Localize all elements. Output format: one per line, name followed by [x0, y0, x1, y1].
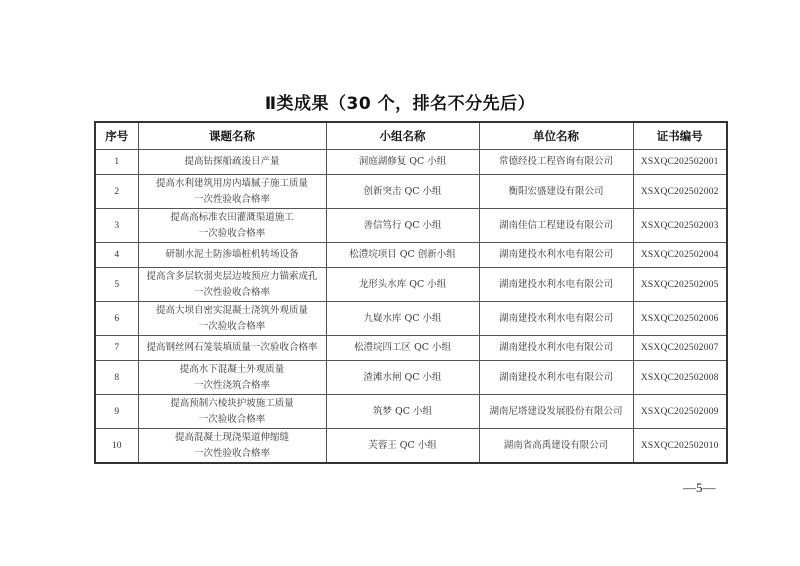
- header-cert: 证书编号: [633, 122, 727, 150]
- table-header-row: [95, 122, 727, 150]
- cell-no: 7: [95, 336, 138, 361]
- header-no: 序号: [95, 122, 138, 150]
- cell-cert: XSXQC202502001: [633, 150, 727, 175]
- cell-cert: XSXQC202502005: [633, 268, 727, 302]
- cell-no: 6: [95, 302, 138, 336]
- cell-unit: 湖南省高禹建设有限公司: [479, 429, 633, 464]
- header-topic: 课题名称: [138, 122, 326, 150]
- topic-line: 提高钢丝网石笼装填质量一次验收合格率: [146, 342, 318, 353]
- table-row: [95, 175, 727, 209]
- topic-line: 提高水利建筑用房内墙腻子施工质量: [155, 177, 308, 189]
- cell-unit: 湖南佳信工程建设有限公司: [479, 209, 633, 243]
- cell-topic: [138, 395, 326, 429]
- page-title: Ⅱ类成果（30 个，排名不分先后）: [264, 94, 536, 114]
- cell-unit: 湖南建投水利水电有限公司: [479, 302, 633, 336]
- awards-table: [94, 121, 728, 464]
- cell-topic: [138, 150, 326, 175]
- cell-unit: 湖南建投水利水电有限公司: [479, 268, 633, 302]
- cell-unit: 湖南尼塔建设发展股份有限公司: [479, 395, 633, 429]
- topic-line: 提高大坝自密实混凝土浇筑外观质量: [155, 304, 308, 316]
- cell-topic: [138, 429, 326, 464]
- cell-group: 筑梦 QC 小组: [326, 395, 479, 429]
- topic-line: 提高混凝土现浇渠道伸缩缝: [174, 431, 289, 443]
- cell-topic: [138, 302, 326, 336]
- table-row: [95, 209, 727, 243]
- topic-line: 提高高标准农田灌溉渠道施工: [170, 211, 294, 223]
- cell-no: 3: [95, 209, 138, 243]
- topic-line: 一次验收合格率: [198, 320, 266, 332]
- cell-unit: 常德经投工程咨询有限公司: [479, 150, 633, 175]
- cell-group: 松澧垸项目 QC 创新小组: [326, 243, 479, 268]
- cell-group: 善信笃行 QC 小组: [326, 209, 479, 243]
- cell-unit: 湖南建投水利水电有限公司: [479, 336, 633, 361]
- cell-topic: [138, 361, 326, 395]
- cell-cert: XSXQC202502002: [633, 175, 727, 209]
- cell-unit: 衡阳宏盛建设有限公司: [479, 175, 633, 209]
- page-number: —5—: [683, 480, 716, 495]
- table-row: [95, 150, 727, 175]
- topic-line: 一次验收合格率: [198, 413, 266, 425]
- cell-topic: [138, 209, 326, 243]
- cell-group: 九嶷水库 QC 小组: [326, 302, 479, 336]
- cell-no: 5: [95, 268, 138, 302]
- topic-line: 一次性验收合格率: [193, 193, 270, 205]
- table-row: [95, 429, 727, 464]
- topic-line: 提高含多层软弱夹层边坡预应力锚索成孔: [146, 270, 318, 282]
- cell-no: 2: [95, 175, 138, 209]
- cell-group: 洞庭湖修复 QC 小组: [326, 150, 479, 175]
- cell-no: 8: [95, 361, 138, 395]
- cell-topic: [138, 243, 326, 268]
- topic-line: 提高钻探船疏浚日产量: [184, 156, 280, 167]
- table-row: [95, 336, 727, 361]
- cell-cert: XSXQC202502009: [633, 395, 727, 429]
- cell-cert: XSXQC202502006: [633, 302, 727, 336]
- cell-topic: [138, 268, 326, 302]
- table-row: [95, 395, 727, 429]
- cell-group: 松澧垸四工区 QC 小组: [326, 336, 479, 361]
- topic-line: 提高预制六棱块护坡施工质量: [170, 397, 294, 409]
- cell-group: 龙形头水库 QC 小组: [326, 268, 479, 302]
- table-row: [95, 302, 727, 336]
- header-unit: 单位名称: [479, 122, 633, 150]
- cell-group: 渣滩水闸 QC 小组: [326, 361, 479, 395]
- cell-no: 1: [95, 150, 138, 175]
- table-row: [95, 361, 727, 395]
- table-row: [95, 268, 727, 302]
- topic-line: 一次性浇筑合格率: [193, 379, 270, 391]
- cell-cert: XSXQC202502004: [633, 243, 727, 268]
- cell-no: 4: [95, 243, 138, 268]
- cell-cert: XSXQC202502003: [633, 209, 727, 243]
- cell-cert: XSXQC202502010: [633, 429, 727, 464]
- cell-group: 创新突击 QC 小组: [326, 175, 479, 209]
- topic-line: 提高水下混凝土外观质量: [179, 363, 285, 375]
- topic-line: 一次性验收合格率: [193, 286, 270, 298]
- header-group: 小组名称: [326, 122, 479, 150]
- topic-line: 一次性验收合格率: [193, 447, 270, 459]
- cell-group: 芙蓉王 QC 小组: [326, 429, 479, 464]
- cell-unit: 湖南建投水利水电有限公司: [479, 243, 633, 268]
- table-row: [95, 243, 727, 268]
- cell-unit: 湖南建投水利水电有限公司: [479, 361, 633, 395]
- topic-line: 一次验收合格率: [198, 227, 266, 239]
- cell-topic: [138, 336, 326, 361]
- cell-topic: [138, 175, 326, 209]
- cell-no: 10: [95, 429, 138, 464]
- cell-cert: XSXQC202502007: [633, 336, 727, 361]
- cell-cert: XSXQC202502008: [633, 361, 727, 395]
- cell-no: 9: [95, 395, 138, 429]
- topic-line: 研制水泥土防渗墙桩机转场设备: [165, 249, 299, 260]
